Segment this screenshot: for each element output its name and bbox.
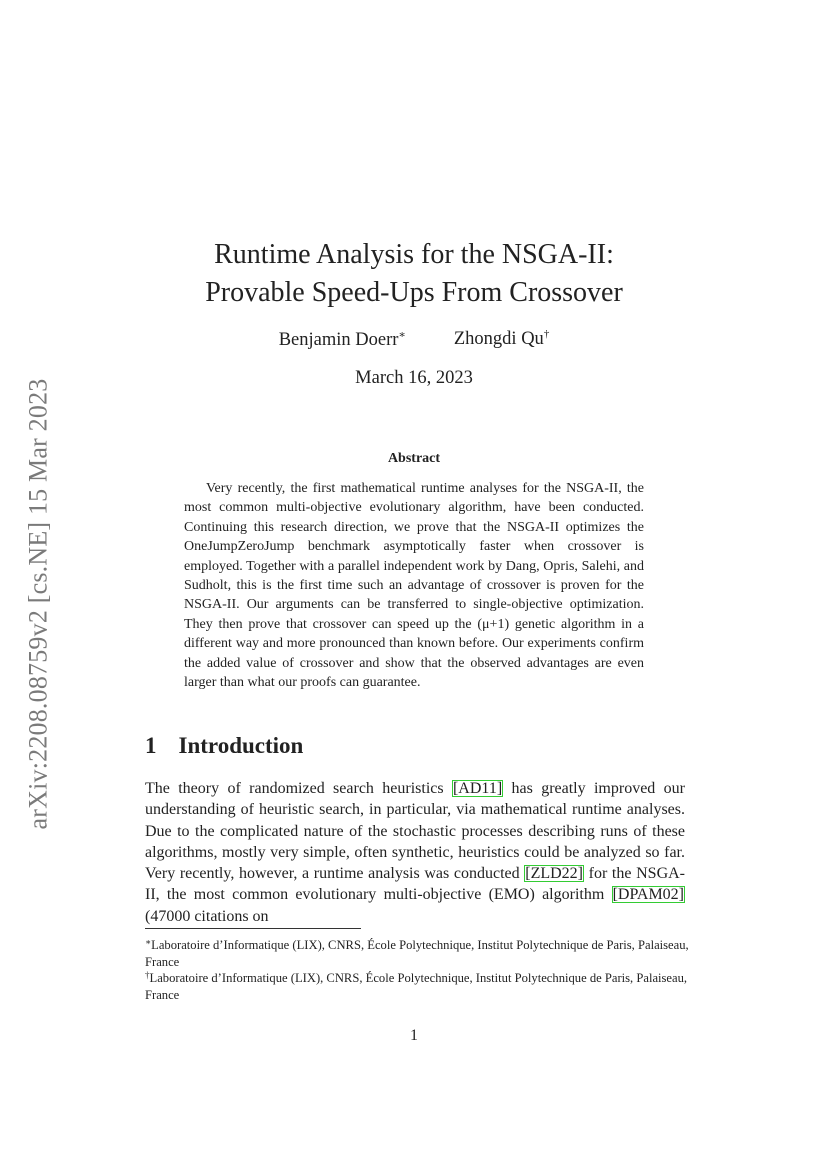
author-list (140, 328, 688, 351)
author-name: Benjamin Doerr (278, 330, 399, 350)
author (279, 328, 406, 351)
page-number: 1 (410, 1027, 418, 1044)
author-name: Zhongdi Qu (453, 329, 544, 349)
footnote-marker[interactable]: † (543, 328, 550, 340)
publication-date: March 16, 2023 (355, 368, 473, 388)
citation-link[interactable]: [AD11] (452, 780, 503, 797)
author (454, 328, 549, 351)
intro-text: The theory of randomized search heuristics (145, 780, 452, 797)
footnote (145, 967, 690, 1003)
citation-link[interactable]: [DPAM02] (612, 886, 684, 904)
arxiv-identifier-stamp (18, 360, 58, 848)
abstract-heading: Abstract (387, 451, 441, 466)
section-title: Introduction (178, 733, 304, 758)
footnote-text: Laboratoire d’Informatique (LIX), CNRS, École Polytechnique, Institut Polytechnique de Paris, Palaiseau, France (145, 971, 688, 1002)
footnote (145, 934, 690, 970)
paper-title (140, 236, 688, 312)
section-number: 1 (145, 733, 157, 758)
paper-title-line-1: Runtime Analysis for the NSGA-II: (214, 239, 614, 270)
intro-text: (47000 citations on (145, 907, 269, 925)
arxiv-identifier-text: arXiv:2208.08759v2 [cs.NE] 15 Mar 2023 (23, 378, 53, 830)
intro-text: for the NSGA-II, the most common evolutionary multi-objective (EMO) algorithm (145, 865, 686, 904)
footnote-text: Laboratoire d’Informatique (LIX), CNRS, École Polytechnique, Institut Polytechnique de Paris, Palaiseau, France (145, 938, 689, 969)
footnote-divider (145, 928, 361, 929)
footnote-mark: ∗ (145, 937, 152, 947)
paper-title-line-2: Provable Speed-Ups From Crossover (205, 277, 623, 308)
footnote-marker[interactable]: ∗ (398, 329, 406, 341)
intro-text: has greatly improved our understanding of heuristic search, in particular, via mathematical runtime analyses. Due to the complicated nature of the stochastic processes describing runs of these algorithms, mostly very simple, often synthetic, heuristics could be analyzed so far. Very recently, however, a runtime analysis was conducted (145, 780, 685, 883)
abstract-text: Very recently, the first mathematical runtime analyses for the NSGA-II, the most common multi-objective evolutionary algorithm, have been conducted. Continuing this research direction, we prove that the NSGA-II optimizes the OneJumpZeroJump benchmark asymptotically faster when crossover is employed. Together with a parallel independent work by Dang, Opris, Salehi, and Sudholt, this is the first time such an advantage of crossover is proven for the NSGA-II. Our arguments can be transferred to single-objective optimization. They then prove that crossover can speed up the (μ+1) genetic algorithm in a different way and more pronounced than known before. Our experiments confirm the added value of crossover and show that the observed advantages are even larger than what our proofs can guarantee. (184, 481, 644, 691)
citation-link[interactable]: [ZLD22] (525, 865, 584, 883)
section-heading (145, 733, 303, 759)
introduction-paragraph (145, 778, 685, 927)
footnote-mark: † (145, 970, 150, 980)
